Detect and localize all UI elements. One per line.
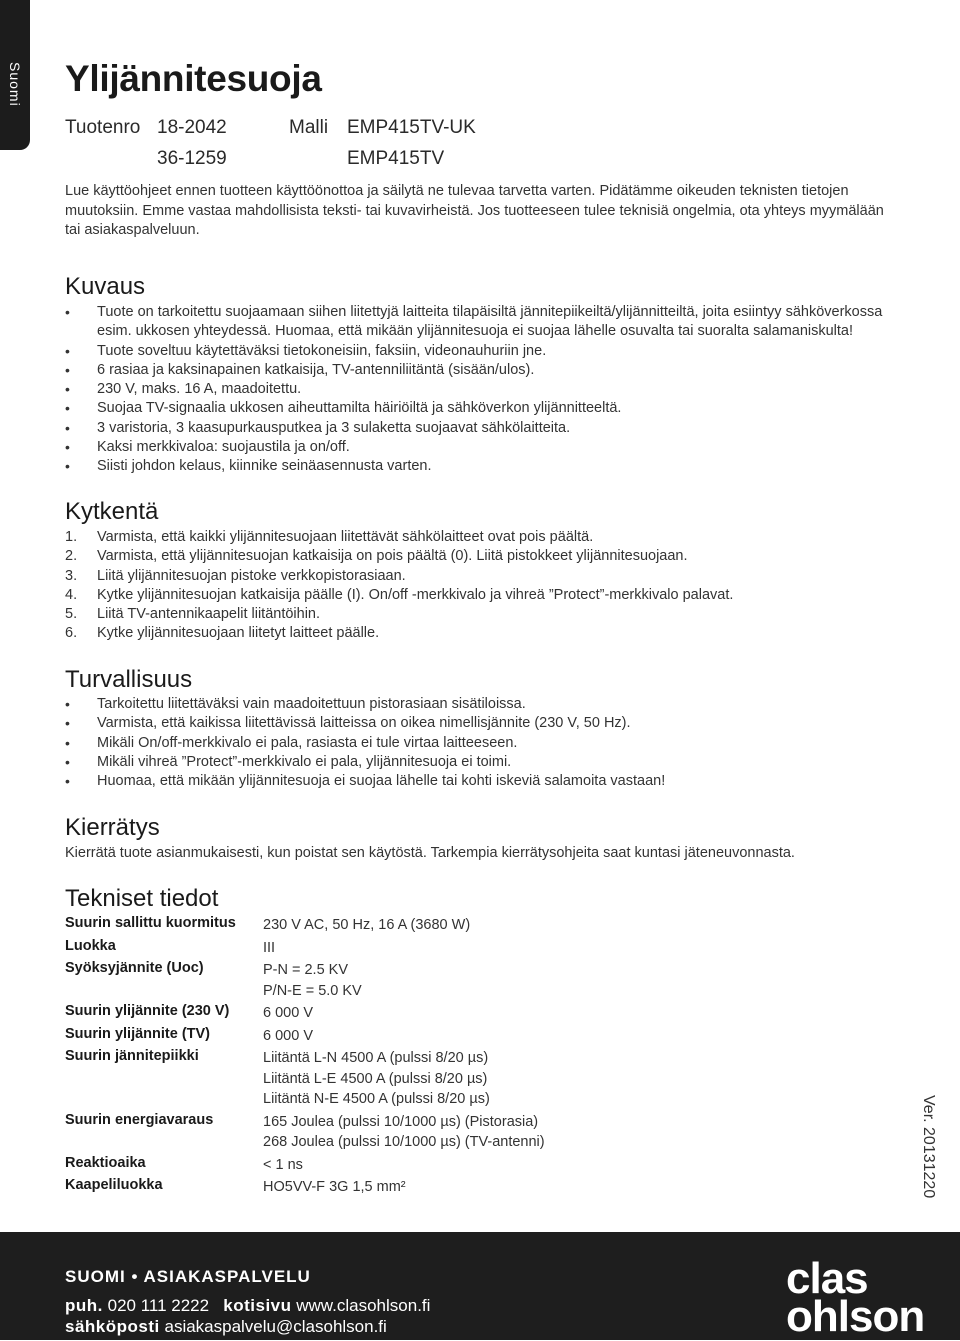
logo-line-2: ohlson	[786, 1292, 925, 1341]
spec-label: Suurin energiavaraus	[65, 1111, 214, 1128]
email-label: sähköposti	[65, 1317, 160, 1336]
spec-value: P/N-E = 5.0 KV	[263, 982, 362, 999]
tuotenro-label: Tuotenro	[65, 117, 141, 138]
spec-value: Liitäntä N-E 4500 A (pulssi 8/20 µs)	[263, 1091, 490, 1107]
spec-value: 268 Joulea (pulssi 10/1000 µs) (TV-antenni)	[263, 1134, 545, 1150]
malli-label: Malli	[289, 117, 329, 138]
step-item: 4. Kytke ylijännitesuojan katkaisija päälle (I). On/off -merkkivalo ja vihreä ”Protect”-merkkivalo palavat.	[65, 586, 734, 603]
page-title: Ylijännitesuoja	[65, 58, 322, 99]
spec-label: Syöksyjännite (Uoc)	[65, 960, 204, 976]
spec-label: Kaapeliluokka	[65, 1177, 163, 1193]
section-heading-turvallisuus: Turvallisuus	[65, 666, 193, 693]
spec-value: P-N = 2.5 KV	[263, 962, 349, 978]
step-item: 1. Varmista, että kaikki ylijännitesuojaan liitettävät sähkölaitteet ovat pois päältä.	[65, 529, 594, 545]
step-item: 3. Liitä ylijännitesuojan pistoke verkkopistorasiaan.	[65, 567, 406, 584]
spec-value: 6 000 V	[263, 1027, 313, 1044]
spec-label: Suurin jännitepiikki	[65, 1048, 199, 1064]
spec-row	[65, 1003, 665, 1024]
list-item: • Huomaa, että mikään ylijännitesuoja ei suojaa lähelle tai kohti iskeviä salamoita vastaan!	[65, 773, 666, 790]
product-number: 18-2042	[157, 117, 227, 138]
list-item: • Varmista, että kaikissa liitettävissä laitteissa on oikea nimellisjännite (230 V, 50 Hz).	[65, 715, 631, 732]
section-heading-kytkenta: Kytkentä	[65, 498, 159, 525]
product-model: EMP415TV	[347, 148, 445, 169]
spec-label: Reaktioaika	[65, 1154, 146, 1171]
list-item: • Tuote on tarkoitettu suojaamaan siihen liitettyjä laitteita tilapäisiltä jännitepiikeiltä/ylijännitteiltä, joita esiintyy sähköverkossa esim. ukkosen yhteydessä. Huomaa, että mikään ylijännitesuoja ei suojaa lähelle osuvalta tai suoralta salamaniskulta!	[65, 304, 883, 340]
spec-row	[65, 915, 665, 936]
spec-label: Luokka	[65, 937, 116, 954]
email-link[interactable]: asiakaspalvelu@clasohlson.fi	[164, 1317, 387, 1336]
language-tab-label: Suomi	[7, 62, 23, 107]
list-item: • Tuote soveltuu käytettäväksi tietokoneisiin, faksiin, videonauhuriin jne.	[65, 342, 547, 359]
kuvaus-list	[65, 303, 895, 477]
phone-label: puh.	[65, 1296, 103, 1315]
spec-value: 6 000 V	[263, 1005, 313, 1021]
section-heading-tekniset: Tekniset tiedot	[65, 885, 219, 912]
logo-line-1: clas	[786, 1254, 868, 1303]
spec-row	[65, 960, 665, 1001]
list-item: • Siisti johdon kelaus, kiinnike seinäasennusta varten.	[65, 458, 432, 475]
list-item: • Mikäli On/off-merkkivalo ei pala, rasiasta ei tule virtaa laitteeseen.	[65, 734, 518, 751]
intro-text: Lue käyttöohjeet ennen tuotteen käyttöönottoa ja säilytä ne tulevaa tarvetta varten. Pidätämme oikeuden teknisten tietojen muutoksiin. Emme vastaa mahdollisista teksti- tai kuvavirheistä. Jos tuotteeseen tulee teknisiä ongelmia, ota yhteys myymälään tai asiakaspalveluun.	[65, 183, 884, 238]
spec-value: < 1 ns	[263, 1156, 303, 1173]
spec-label: Suurin ylijännite (230 V)	[65, 1003, 230, 1019]
spec-value: III	[263, 939, 276, 956]
footer-title: SUOMI • ASIAKASPALVELU	[65, 1267, 311, 1286]
footer-contact-line	[65, 1296, 430, 1316]
list-item: • Kaksi merkkivaloa: suojaustila ja on/off.	[65, 439, 350, 456]
clas-ohlson-logo	[786, 1254, 925, 1341]
kytkenta-steps	[65, 528, 895, 644]
spec-row	[65, 1155, 665, 1176]
product-model: EMP415TV-UK	[347, 117, 476, 138]
section-heading-kierratys: Kierrätys	[65, 814, 160, 841]
section-heading-kuvaus: Kuvaus	[65, 273, 146, 300]
turvallisuus-list	[65, 695, 895, 791]
product-number: 36-1259	[157, 148, 227, 169]
spec-row	[65, 1177, 665, 1198]
list-item: • Mikäli vihreä ”Protect”-merkkivalo ei pala, ylijännitesuoja ei toimi.	[65, 753, 512, 770]
list-item: • Tarkoitettu liitettäväksi vain maadoitettuun pistorasiaan sisätiloissa.	[65, 696, 526, 712]
spec-label: Suurin ylijännite (TV)	[65, 1025, 211, 1042]
web-label: kotisivu	[223, 1296, 292, 1315]
list-item: • 6 rasiaa ja kaksinapainen katkaisija, TV-antenniliitäntä (sisään/ulos).	[65, 361, 535, 378]
spec-row	[65, 1112, 665, 1153]
spec-table	[65, 915, 665, 1198]
list-item: • Suojaa TV-signaalia ukkosen aiheuttamilta häiriöiltä ja sähköverkon ylijännitteeltä.	[65, 400, 622, 417]
spec-value: 230 V AC, 50 Hz, 16 A (3680 W)	[263, 917, 471, 933]
spec-row	[65, 1026, 665, 1047]
spec-value: 165 Joulea (pulssi 10/1000 µs) (Pistorasia)	[263, 1113, 539, 1130]
spec-row	[65, 938, 665, 959]
phone-number[interactable]: 020 111 2222	[107, 1296, 210, 1315]
web-link[interactable]: www.clasohlson.fi	[296, 1296, 431, 1315]
spec-row	[65, 1048, 665, 1110]
step-item: 2. Varmista, että ylijännitesuojan katkaisija on pois päältä (0). Liitä pistokkeet ylijännitesuojaan.	[65, 548, 688, 565]
list-item: • 230 V, maks. 16 A, maadoitettu.	[65, 381, 302, 398]
language-tab	[0, 0, 30, 150]
spec-value: Liitäntä L-N 4500 A (pulssi 8/20 µs)	[263, 1050, 489, 1066]
version-label: Ver. 20131220	[920, 1095, 937, 1199]
spec-label: Suurin sallittu kuormitus	[65, 915, 236, 931]
step-item: 5. Liitä TV-antennikaapelit liitäntöihin.	[65, 606, 321, 623]
kierratys-text: Kierrätä tuote asianmukaisesti, kun poistat sen käytöstä. Tarkempia kierrätysohjeita saat kuntasi jäteneuvonnasta.	[65, 845, 795, 861]
step-item: 6. Kytke ylijännitesuojaan liitetyt laitteet päälle.	[65, 625, 380, 642]
spec-value: Liitäntä L-E 4500 A (pulssi 8/20 µs)	[263, 1070, 488, 1087]
spec-value: HO5VV-F 3G 1,5 mm²	[263, 1179, 406, 1195]
footer-email-line	[65, 1317, 387, 1337]
list-item: • 3 varistoria, 3 kaasupurkausputkea ja 3 sulaketta suojaavat sähkölaitteita.	[65, 419, 571, 436]
footer	[0, 1232, 960, 1340]
